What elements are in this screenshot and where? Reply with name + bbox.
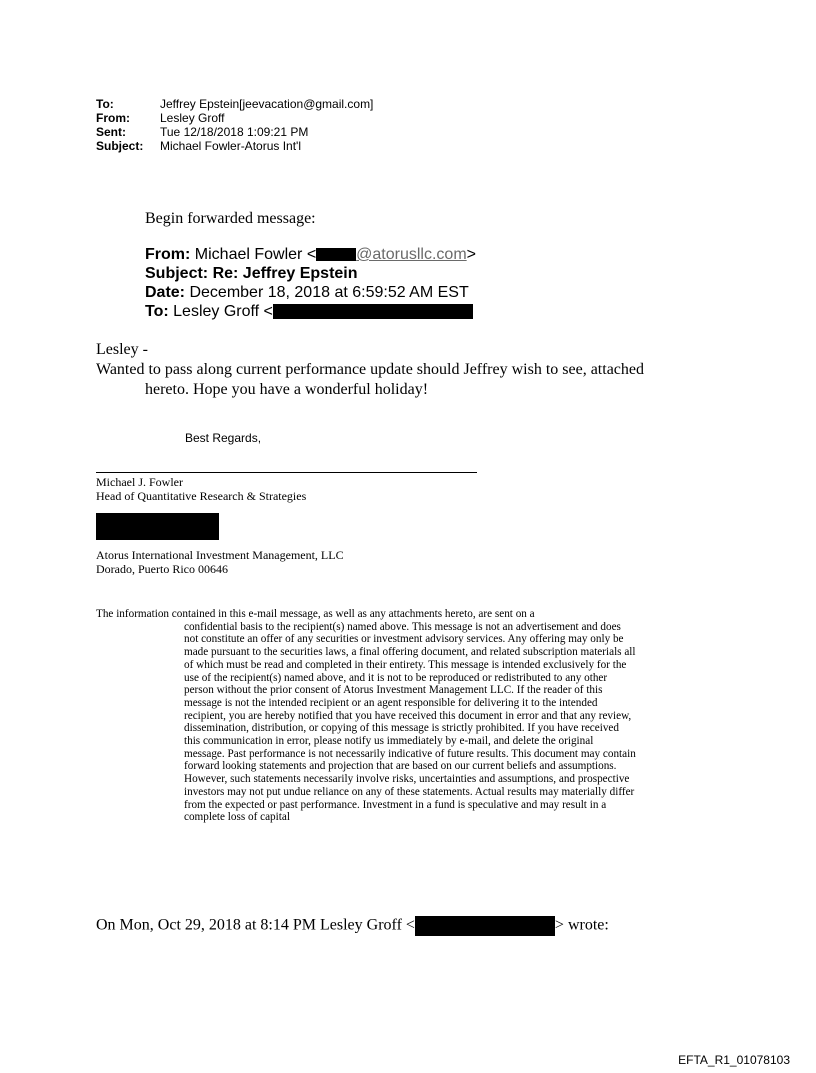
- disclaimer: [96, 608, 636, 824]
- quoted-header: [96, 916, 609, 936]
- header-subject-value: Michael Fowler-Atorus Int'l: [160, 139, 301, 153]
- forwarded-from-label: From:: [145, 246, 191, 263]
- header-from-row: [96, 111, 373, 125]
- forwarded-to-value: Lesley Groff <: [173, 303, 273, 320]
- forwarded-header: [145, 245, 476, 321]
- forwarded-date-label: Date:: [145, 284, 186, 301]
- header-to-value: Jeffrey Epstein[jeevacation@gmail.com]: [160, 97, 374, 111]
- signature: [96, 475, 306, 540]
- greeting: Lesley -: [96, 341, 148, 358]
- forwarded-date-value: December 18, 2018 at 6:59:52 AM EST: [189, 284, 469, 301]
- signature-title: Head of Quantitative Research & Strategies: [96, 489, 307, 503]
- disclaimer-body: confidential basis to the recipient(s) named above. This message is not an advertisement and does not constitute an offer of any securities or investment advisory services. Any offering may only be made pursuant to the securities laws, a final offering document, and related subscription materials all of which must be read and completed in their entirety. This message is intended exclusively for the use of the recipient(s) named above, and it is not to be reproduced or redistributed to any other person without the prior consent of Atorus Investment Management LLC. If the reader of this message is not the intended recipient or an agent responsible for delivering it to the intended recipient, you are hereby notified that you have received this document in error and that any review, dissemination, distribution, or copying of this message is strictly prohibited. If you have received this communication in error, please notify us immediately by e-mail, and delete the original message. Past performance is not necessarily indicative of future results. This document may contain forward looking statements and projection that are based on our current beliefs and assumptions. However, such statements necessarily involve risks, uncertainties and assumptions, and prospective investors may not put undue reliance on any of these statements. Actual results may materially differ from the expected or past performance. Investment in a fund is speculative and may result in a complete loss of capital: [184, 620, 636, 824]
- forwarded-from-value: Michael Fowler <: [194, 246, 317, 263]
- forwarded-date-row: [145, 283, 476, 302]
- header-from-value: Lesley Groff: [160, 111, 225, 125]
- forwarded-to-row: [145, 302, 476, 321]
- forwarded-subject-label: Subject:: [145, 265, 209, 282]
- header-subject-label: Subject:: [96, 139, 144, 153]
- redaction-block: [316, 248, 356, 261]
- forwarded-subject-row: [145, 264, 476, 283]
- header-to-row: [96, 97, 373, 111]
- forward-intro: Begin forwarded message:: [145, 210, 316, 227]
- header-sent-label: Sent:: [96, 125, 126, 139]
- company-location: Dorado, Puerto Rico 00646: [96, 562, 228, 576]
- header-from-label: From:: [96, 111, 130, 125]
- forwarded-subject-value: Re: Jeffrey Epstein: [212, 265, 358, 282]
- forwarded-from-suffix: >: [466, 246, 476, 263]
- header-to-label: To:: [96, 97, 114, 111]
- disclaimer-first-line: The information contained in this e-mail message, as well as any attachments hereto, are sent on a: [96, 608, 535, 620]
- quoted-suffix: > wrote:: [554, 916, 609, 934]
- redaction-block: [273, 304, 473, 319]
- header-sent-value: Tue 12/18/2018 1:09:21 PM: [160, 125, 309, 139]
- redaction-block: [415, 916, 555, 936]
- company-name: Atorus International Investment Management, LLC: [96, 548, 344, 562]
- regards: Best Regards,: [185, 431, 262, 445]
- message-body: [96, 340, 644, 400]
- signature-name: Michael J. Fowler: [96, 475, 183, 489]
- redaction-block: [96, 513, 219, 540]
- body-line-2: hereto. Hope you have a wonderful holiday!: [145, 381, 429, 398]
- quoted-prefix: On Mon, Oct 29, 2018 at 8:14 PM Lesley Groff <: [96, 916, 415, 934]
- forwarded-from-row: [145, 245, 476, 264]
- signature-divider: [96, 472, 477, 473]
- header-sent-row: [96, 125, 373, 139]
- forwarded-from-address[interactable]: @atorusllc.com: [356, 246, 467, 263]
- forwarded-to-label: To:: [145, 303, 169, 320]
- bates-number: EFTA_R1_01078103: [678, 1053, 790, 1067]
- company-block: [96, 548, 344, 576]
- email-header: [96, 97, 373, 153]
- body-line-1: Wanted to pass along current performance update should Jeffrey wish to see, attached: [96, 361, 644, 378]
- header-subject-row: [96, 139, 373, 153]
